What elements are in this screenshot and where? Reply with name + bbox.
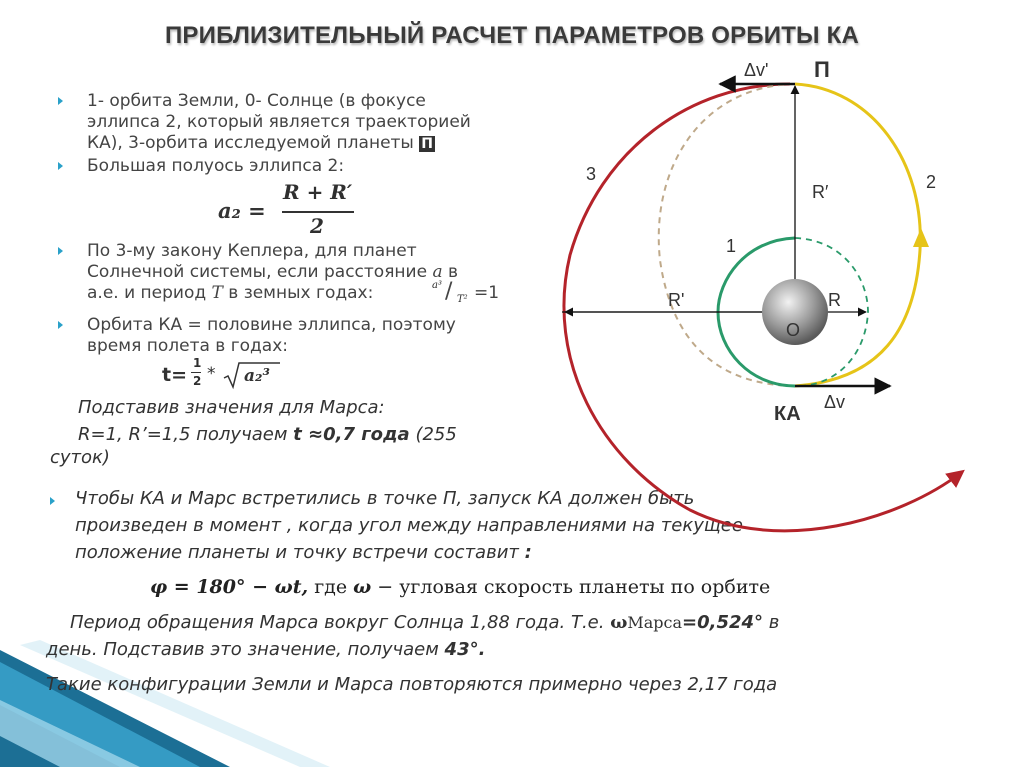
formula-root-arg: a₂³ [244,366,270,386]
formula-a2-numerator: R + R′ [283,180,353,204]
formula-half-num: 1 [193,356,202,370]
fraction-slash: / [445,279,453,304]
text-segment: (255 [415,424,457,445]
var-t: T [211,283,223,303]
label-orbit-1: 1 [726,236,737,256]
text-line: Орбита КА = половине эллипса, поэтому [87,315,456,335]
text-segment: в [448,262,459,282]
label-point-p: П [814,57,830,82]
text-segment: Солнечной системы, если расстояние [87,262,428,282]
text-semi-axis: Большая полуось эллипса 2: [87,156,345,176]
page-title: ПРИБЛИЗИТЕЛЬНЫЙ РАСЧЕТ ПАРАМЕТРОВ ОРБИТЫ КА [164,22,860,49]
label-r-prime-left: R' [668,290,685,310]
text-line: время полета в годах: [87,336,289,356]
final-note: Такие конфигурации Земли и Марса повторяются примерно через 2,17 года [46,674,778,695]
orbit-2-arrowhead [913,228,929,247]
text-line: По 3-му закону Кеплера, для планет [87,241,417,261]
formula-half-den: 2 [193,374,202,388]
label-r-right: R [828,290,841,310]
text-segment: − угловая скорость планеты по орбите [377,576,771,598]
angle-value: 43°. [444,639,486,660]
text-segment: Период обращения Марса вокруг Солнца 1,88 года. Т.е. [70,612,605,633]
formula-phi-expr: φ = 180° − ωt, [150,576,309,598]
text-segment: а.е. и период [87,283,207,303]
formula-a2-denominator: 2 [310,214,324,238]
subst-heading: Подставив значения для Марса: [78,397,385,418]
text-segment: день. Подставив это значение, получаем [46,639,439,660]
dashed-orbit-path [659,84,795,386]
label-sun: O [786,320,801,340]
text-segment: Марса [627,613,683,632]
text-line: 1- орбита Земли, 0- Солнце (в фокусе [87,91,426,111]
text-line: эллипса 2, который является траекторией [87,112,471,132]
label-orbit-3: 3 [586,164,597,184]
text-segment: где [314,576,348,598]
text-segment: КА), 3-орбита исследуемой планеты [87,133,414,153]
text-segment: в земных годах: [228,283,374,303]
text-segment: R=1, R’=1,5 получаем [78,424,288,445]
formula-a2-lhs: a₂ = [218,198,266,223]
kepler-equals: =1 [474,283,500,303]
text-segment: в [768,612,780,633]
omega-symbol: ω [610,612,628,633]
result-value: t ≈0,7 года [293,424,410,445]
var-a: a [432,262,443,282]
text-line: произведен в момент , когда угол между направлениями на текущее [75,515,743,536]
kepler-numerator: a³ [432,280,442,291]
text-segment: положение планеты и точку встречи составит [75,542,519,563]
label-r-prime: R′ [812,182,829,202]
label-spacecraft: КА [774,403,801,425]
formula-t-lhs: t= [162,364,188,386]
orbit-2-path [795,84,920,386]
kepler-denominator: T² [457,294,468,305]
label-dv-top: Δv' [744,60,769,80]
text-segment: : [524,542,532,563]
text-line: Чтобы КА и Марс встретились в точке П, запуск КА должен быть [75,488,695,509]
label-orbit-2: 2 [926,172,937,192]
label-dv: Δv [824,392,846,412]
formula-star: * [207,364,216,384]
subst-days: суток) [50,447,110,468]
omega-symbol: ω [353,576,372,598]
planet-symbol: П [421,136,433,152]
omega-value: =0,524° [682,612,764,633]
